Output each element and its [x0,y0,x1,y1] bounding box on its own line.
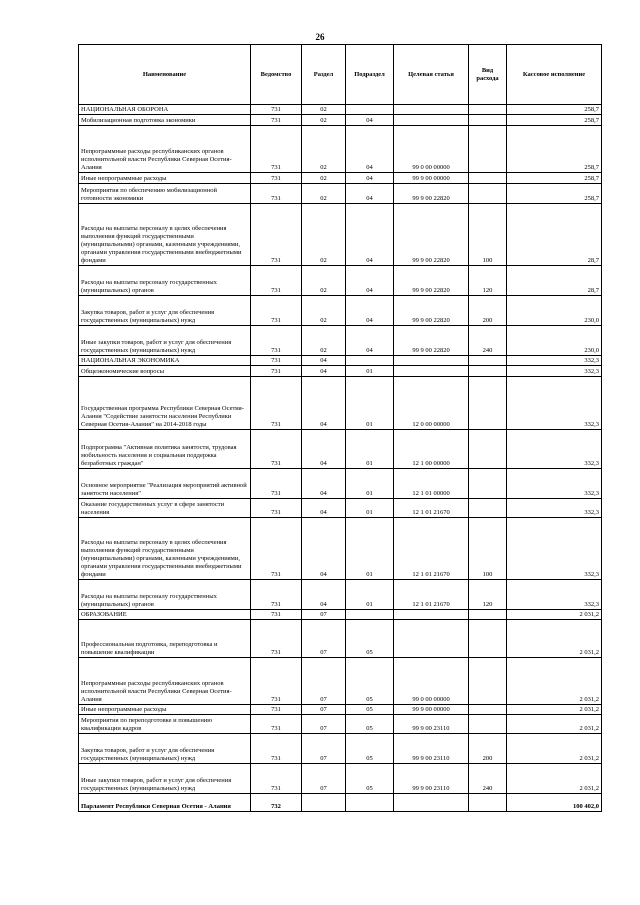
table-row [79,105,602,115]
row-name: Расходы на выплаты персоналу в целях обеспечения выполнения функций государственными (муниципальными) органами, казенными учреждениями, органами управления государственными внебюджетными фондами [79,204,251,266]
header-amount: Кассовое исполнение [507,45,602,105]
row-amount: 2 031,2 [507,734,602,764]
row-subsection: 04 [346,173,394,184]
row-expense-type: 200 [469,296,507,326]
row-amount: 2 031,2 [507,705,602,715]
row-subsection: 04 [346,296,394,326]
row-name: Иные непрограммные расходы [79,173,251,184]
row-section: 02 [302,266,346,296]
row-target: 99 0 00 00000 [394,658,469,705]
row-amount: 2 031,2 [507,620,602,658]
row-amount: 28,7 [507,204,602,266]
row-dept: 731 [251,296,302,326]
row-target: 99 9 00 22820 [394,326,469,356]
row-section: 04 [302,580,346,610]
row-section: 07 [302,620,346,658]
row-section: 04 [302,469,346,499]
row-dept: 731 [251,173,302,184]
table-header-row [79,45,602,105]
row-name: Государственная программа Республики Северная Осетия-Алания "Содействие занятости населения Республики Северная Осетия-Алания" на 2014-2018 годы [79,377,251,430]
row-dept: 731 [251,658,302,705]
row-amount: 258,7 [507,173,602,184]
row-name: Основное мероприятие "Реализация мероприятий активной занятости населения" [79,469,251,499]
row-section: 04 [302,499,346,518]
table-row [79,658,602,705]
row-expense-type: 240 [469,764,507,794]
row-section: 02 [302,184,346,204]
row-name: Подпрограмма "Активная политика занятости, трудовая мобильность населения и социальная поддержка безработных граждан" [79,430,251,469]
row-expense-type [469,794,507,812]
row-dept: 731 [251,184,302,204]
row-subsection: 05 [346,734,394,764]
row-expense-type [469,115,507,126]
row-amount: 28,7 [507,266,602,296]
header-dept: Ведомство [251,45,302,105]
header-section: Раздел [302,45,346,105]
row-name: НАЦИОНАЛЬНАЯ ЭКОНОМИКА [79,356,251,366]
row-subsection: 01 [346,518,394,580]
table-row [79,204,602,266]
row-section: 02 [302,105,346,115]
row-section: 07 [302,734,346,764]
header-subsection: Подраздел [346,45,394,105]
table-row [79,126,602,173]
row-name: Непрограммные расходы республиканских органов исполнительной власти Республики Северная Осетия-Алания [79,658,251,705]
row-expense-type [469,173,507,184]
row-expense-type: 100 [469,204,507,266]
row-expense-type: 200 [469,734,507,764]
row-expense-type: 240 [469,326,507,356]
row-target: 99 9 00 23110 [394,764,469,794]
row-name: Общеэкономические вопросы [79,366,251,377]
row-dept: 731 [251,430,302,469]
row-name: Оказание государственных услуг в сфере занятости населения [79,499,251,518]
table-row [79,518,602,580]
row-subsection [346,356,394,366]
row-amount: 2 031,2 [507,610,602,620]
row-expense-type [469,184,507,204]
table-row [79,764,602,794]
row-expense-type [469,356,507,366]
row-name: Иные закупки товаров, работ и услуг для обеспечения государственных (муниципальных) нужд [79,326,251,356]
row-name: Мобилизационная подготовка экономики [79,115,251,126]
table-row [79,610,602,620]
row-subsection: 04 [346,326,394,356]
row-name: Непрограммные расходы республиканских органов исполнительной власти Республики Северная Осетия-Алания [79,126,251,173]
row-expense-type [469,715,507,734]
table-row [79,366,602,377]
table-row [79,580,602,610]
row-expense-type [469,469,507,499]
row-amount: 2 031,2 [507,764,602,794]
row-target: 99 9 00 23110 [394,734,469,764]
row-section: 04 [302,356,346,366]
row-target: 12 1 00 00000 [394,430,469,469]
row-name: ОБРАЗОВАНИЕ [79,610,251,620]
header-expense-type: Вид расхода [469,45,507,105]
header-target: Целевая статья [394,45,469,105]
row-subsection: 04 [346,266,394,296]
row-expense-type [469,105,507,115]
row-target: 99 9 00 22820 [394,266,469,296]
table-row [79,734,602,764]
row-dept: 731 [251,715,302,734]
row-subsection: 04 [346,204,394,266]
row-dept: 731 [251,356,302,366]
row-subsection: 01 [346,366,394,377]
table-row [79,173,602,184]
row-section: 07 [302,764,346,794]
row-name: Расходы на выплаты персоналу государственных (муниципальных) органов [79,266,251,296]
row-name: Профессиональная подготовка, переподготовка и повышение квалификации [79,620,251,658]
row-amount: 332,3 [507,377,602,430]
row-subsection: 01 [346,499,394,518]
row-subsection: 05 [346,705,394,715]
table-row [79,620,602,658]
row-section: 04 [302,377,346,430]
row-dept: 731 [251,377,302,430]
row-target [394,356,469,366]
row-section: 02 [302,204,346,266]
row-subsection [346,794,394,812]
row-name: Закупка товаров, работ и услуг для обеспечения государственных (муниципальных) нужд [79,296,251,326]
row-name: НАЦИОНАЛЬНАЯ ОБОРОНА [79,105,251,115]
row-section: 04 [302,430,346,469]
row-section: 07 [302,610,346,620]
row-subsection: 01 [346,580,394,610]
row-dept: 732 [251,794,302,812]
row-subsection: 01 [346,469,394,499]
row-amount: 2 031,2 [507,658,602,705]
row-target: 12 1 01 21670 [394,518,469,580]
row-target [394,115,469,126]
row-name: Расходы на выплаты персоналу в целях обеспечения выполнения функций государственными (муниципальными) органами, казенными учреждениями, органами управления государственными внебюджетными фондами [79,518,251,580]
row-section: 02 [302,126,346,173]
row-expense-type: 120 [469,580,507,610]
table-row [79,184,602,204]
row-amount: 258,7 [507,105,602,115]
row-dept: 731 [251,580,302,610]
row-expense-type: 100 [469,518,507,580]
row-subsection: 04 [346,126,394,173]
header-name: Наименование [79,45,251,105]
table-row [79,356,602,366]
row-subsection: 04 [346,115,394,126]
row-section: 02 [302,296,346,326]
row-expense-type [469,126,507,173]
row-amount: 332,3 [507,469,602,499]
row-amount: 258,7 [507,126,602,173]
row-dept: 731 [251,469,302,499]
row-amount: 100 402,0 [507,794,602,812]
row-target: 99 9 00 00000 [394,705,469,715]
row-section: 04 [302,366,346,377]
row-target: 99 9 00 23110 [394,715,469,734]
row-expense-type [469,658,507,705]
row-name: Мероприятия по переподготовке и повышению квалификации кадров [79,715,251,734]
row-subsection: 01 [346,430,394,469]
row-section: 02 [302,326,346,356]
row-subsection [346,610,394,620]
row-section: 07 [302,715,346,734]
row-subsection: 05 [346,620,394,658]
row-target: 12 1 01 21670 [394,580,469,610]
table-row [79,115,602,126]
row-expense-type [469,377,507,430]
row-target: 12 1 01 00000 [394,469,469,499]
row-expense-type [469,366,507,377]
row-expense-type [469,499,507,518]
row-dept: 731 [251,499,302,518]
row-expense-type [469,430,507,469]
row-dept: 731 [251,204,302,266]
row-target [394,610,469,620]
table-row [79,296,602,326]
row-amount: 332,3 [507,430,602,469]
row-name: Иные непрограммные расходы [79,705,251,715]
row-dept: 731 [251,115,302,126]
row-name: Закупка товаров, работ и услуг для обеспечения государственных (муниципальных) нужд [79,734,251,764]
row-dept: 731 [251,518,302,580]
row-expense-type: 120 [469,266,507,296]
row-name: Иные закупки товаров, работ и услуг для обеспечения государственных (муниципальных) нужд [79,764,251,794]
table-row [79,326,602,356]
row-expense-type [469,620,507,658]
row-section: 07 [302,658,346,705]
table-row [79,715,602,734]
row-name: Мероприятия по обеспечению мобилизационной готовности экономики [79,184,251,204]
table-row [79,469,602,499]
row-target: 99 0 00 00000 [394,126,469,173]
row-dept: 731 [251,610,302,620]
row-target: 99 9 00 22820 [394,204,469,266]
table-row [79,266,602,296]
row-subsection: 05 [346,658,394,705]
row-target [394,366,469,377]
row-dept: 731 [251,764,302,794]
row-name: Парламент Республики Северная Осетия - Алания [79,794,251,812]
row-target: 12 1 01 21670 [394,499,469,518]
row-subsection [346,105,394,115]
row-subsection: 01 [346,377,394,430]
row-subsection: 05 [346,715,394,734]
row-target: 99 9 00 00000 [394,173,469,184]
row-section [302,794,346,812]
row-amount: 258,7 [507,115,602,126]
row-target: 12 0 00 00000 [394,377,469,430]
row-section: 02 [302,115,346,126]
row-dept: 731 [251,620,302,658]
row-expense-type [469,610,507,620]
row-dept: 731 [251,326,302,356]
row-section: 04 [302,518,346,580]
row-amount: 230,0 [507,326,602,356]
row-section: 07 [302,705,346,715]
row-dept: 731 [251,366,302,377]
row-target: 99 9 00 22820 [394,296,469,326]
row-target: 99 9 00 22820 [394,184,469,204]
row-name: Расходы на выплаты персоналу государственных (муниципальных) органов [79,580,251,610]
table-row [79,430,602,469]
row-dept: 731 [251,734,302,764]
table-row [79,705,602,715]
row-dept: 731 [251,126,302,173]
budget-execution-table [78,44,602,812]
row-amount: 332,3 [507,366,602,377]
row-amount: 230,0 [507,296,602,326]
row-amount: 2 031,2 [507,715,602,734]
table-row [79,377,602,430]
row-target [394,794,469,812]
row-subsection: 04 [346,184,394,204]
row-target [394,105,469,115]
row-amount: 332,3 [507,356,602,366]
page-number: 26 [315,32,325,42]
row-dept: 731 [251,705,302,715]
row-dept: 731 [251,105,302,115]
row-dept: 731 [251,266,302,296]
row-amount: 258,7 [507,184,602,204]
row-target [394,620,469,658]
table-row [79,794,602,812]
row-expense-type [469,705,507,715]
row-amount: 332,3 [507,518,602,580]
row-subsection: 05 [346,764,394,794]
row-amount: 332,3 [507,499,602,518]
row-section: 02 [302,173,346,184]
row-amount: 332,3 [507,580,602,610]
table-row [79,499,602,518]
